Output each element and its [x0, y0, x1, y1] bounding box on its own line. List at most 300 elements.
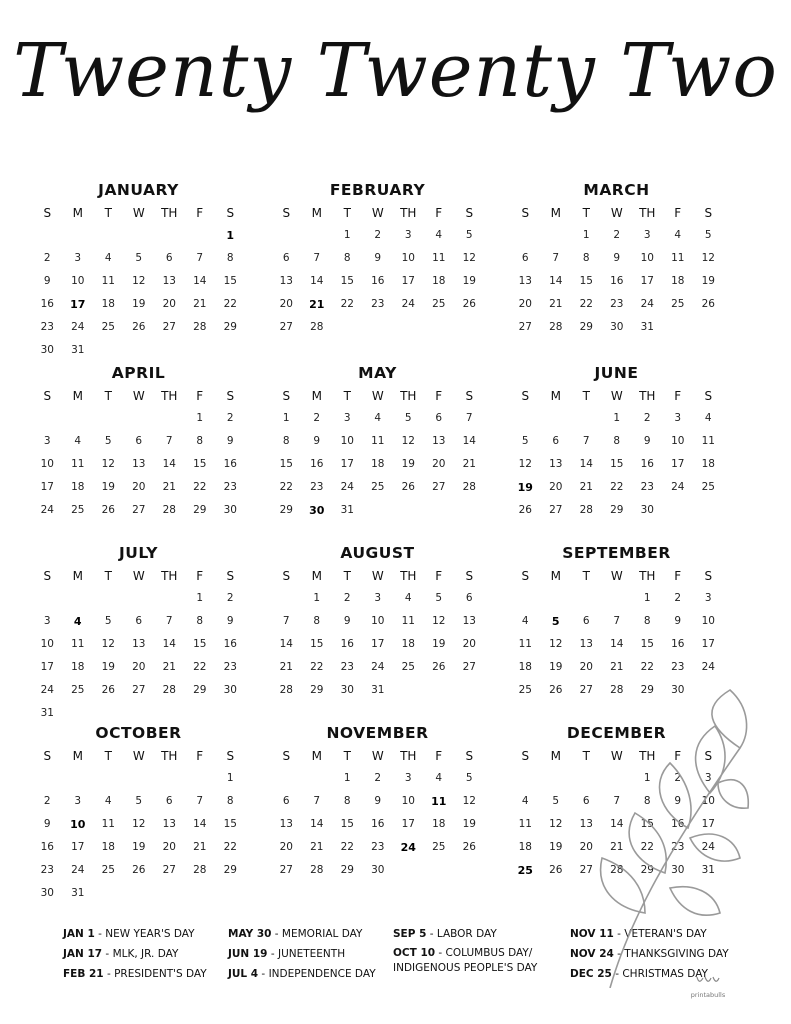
- day-cell: 14: [162, 638, 176, 650]
- day-cell: 1: [582, 229, 590, 241]
- day-cell: 3: [704, 592, 712, 604]
- day-cell: 4: [704, 412, 712, 424]
- holiday-column: [228, 924, 376, 984]
- day-cell: 29: [340, 864, 354, 876]
- day-cell: 18: [671, 275, 685, 287]
- day-cell: 24: [40, 684, 54, 696]
- day-cell: 22: [640, 661, 654, 673]
- day-cell: 12: [462, 252, 476, 264]
- month-february: [271, 180, 484, 339]
- weekday-label: F: [435, 389, 443, 403]
- day-cell: 22: [310, 661, 324, 673]
- holiday-separator: -: [613, 948, 625, 960]
- day-cell: 11: [371, 435, 385, 447]
- day-cell: 21: [279, 661, 293, 673]
- empty-cell: [510, 407, 541, 430]
- weekday-label: M: [72, 749, 83, 763]
- day-cell: 27: [549, 504, 563, 516]
- weekday-label: T: [582, 749, 590, 763]
- holiday-item: [63, 964, 207, 984]
- day-cell: 10: [340, 435, 354, 447]
- day-cell: 28: [610, 684, 624, 696]
- day-cell: 16: [40, 841, 54, 853]
- day-cell: 24: [671, 481, 685, 493]
- day-cell: 16: [340, 638, 354, 650]
- day-cell: 29: [310, 684, 324, 696]
- day-cell: 23: [310, 481, 324, 493]
- day-cell: 19: [132, 841, 146, 853]
- weekday-label: S: [282, 749, 291, 763]
- holiday-date: NOV 11: [570, 928, 614, 940]
- weekday-label: T: [343, 569, 351, 583]
- day-cell: 6: [582, 615, 590, 627]
- day-cell: 14: [193, 818, 207, 830]
- weekday-label: M: [311, 206, 322, 220]
- weekday-label: W: [610, 569, 623, 583]
- day-cell: 2: [226, 412, 234, 424]
- day-cell: 27: [579, 684, 593, 696]
- empty-cell: [541, 407, 572, 430]
- day-cell: 1: [343, 229, 351, 241]
- month-grid: [32, 565, 245, 725]
- day-cell: 16: [671, 818, 685, 830]
- day-cell: 17: [71, 841, 85, 853]
- day-cell: 25: [101, 321, 115, 333]
- day-cell: 11: [671, 252, 685, 264]
- day-cell: 28: [162, 684, 176, 696]
- weekday-label: S: [704, 749, 713, 763]
- day-cell: 2: [643, 412, 651, 424]
- holiday-date: JAN 17: [63, 948, 103, 960]
- day-cell: 19: [701, 275, 715, 287]
- holiday-name: MEMORIAL DAY: [281, 928, 363, 940]
- holiday-item: [393, 924, 537, 944]
- day-cell: 6: [465, 592, 473, 604]
- day-cell: 9: [613, 252, 621, 264]
- day-cell: 4: [404, 592, 412, 604]
- holiday-date: JAN 1: [63, 928, 95, 940]
- holiday-separator: -: [271, 928, 282, 940]
- holiday-separator: -: [258, 968, 269, 980]
- day-cell: 24: [640, 298, 654, 310]
- holiday-day-cell: 25: [517, 864, 533, 877]
- day-cell: 21: [193, 298, 207, 310]
- weekday-label: T: [582, 206, 590, 220]
- weekday-label: S: [465, 389, 474, 403]
- weekday-label: TH: [161, 206, 178, 220]
- day-cell: 26: [101, 684, 115, 696]
- day-cell: 26: [549, 684, 563, 696]
- day-cell: 12: [101, 458, 115, 470]
- empty-cell: [154, 767, 185, 790]
- day-cell: 3: [674, 412, 682, 424]
- holiday-day-cell: 5: [551, 615, 560, 628]
- weekday-label: T: [343, 206, 351, 220]
- day-cell: 9: [374, 795, 382, 807]
- day-cell: 5: [521, 435, 529, 447]
- day-cell: 4: [104, 795, 112, 807]
- empty-cell: [63, 224, 94, 247]
- day-cell: 10: [401, 252, 415, 264]
- day-cell: 7: [165, 435, 173, 447]
- weekday-label: F: [196, 569, 204, 583]
- day-cell: 13: [579, 638, 593, 650]
- day-cell: 23: [223, 661, 237, 673]
- day-cell: 27: [579, 864, 593, 876]
- weekday-label: S: [465, 569, 474, 583]
- empty-cell: [124, 407, 155, 430]
- day-cell: 8: [226, 252, 234, 264]
- weekday-label: F: [674, 389, 682, 403]
- empty-cell: [185, 224, 216, 247]
- day-cell: 23: [671, 661, 685, 673]
- day-cell: 5: [552, 795, 560, 807]
- day-cell: 29: [579, 321, 593, 333]
- day-cell: 8: [643, 795, 651, 807]
- holiday-name-line2: INDIGENOUS PEOPLE'S DAY: [393, 962, 538, 974]
- day-cell: 2: [343, 592, 351, 604]
- day-cell: 25: [432, 841, 446, 853]
- holiday-date: JUL 4: [228, 968, 259, 980]
- month-grid: [271, 202, 484, 339]
- weekday-label: S: [226, 569, 235, 583]
- month-january: [32, 180, 245, 362]
- day-cell: 12: [549, 638, 563, 650]
- day-cell: 4: [374, 412, 382, 424]
- day-cell: 26: [549, 864, 563, 876]
- day-cell: 5: [104, 435, 112, 447]
- holiday-date: SEP 5: [393, 928, 427, 940]
- day-cell: 16: [640, 458, 654, 470]
- day-cell: 24: [701, 841, 715, 853]
- day-cell: 18: [701, 458, 715, 470]
- holiday-separator: -: [613, 928, 625, 940]
- weekday-label: W: [610, 749, 623, 763]
- day-cell: 7: [165, 615, 173, 627]
- weekday-label: F: [435, 206, 443, 220]
- day-cell: 20: [132, 481, 146, 493]
- day-cell: 22: [340, 298, 354, 310]
- weekday-label: W: [610, 206, 623, 220]
- day-cell: 10: [701, 615, 715, 627]
- day-cell: 14: [310, 818, 324, 830]
- day-cell: 22: [640, 841, 654, 853]
- weekday-label: TH: [639, 389, 656, 403]
- day-cell: 5: [465, 229, 473, 241]
- day-cell: 8: [582, 252, 590, 264]
- day-cell: 27: [162, 864, 176, 876]
- day-cell: 22: [193, 661, 207, 673]
- day-cell: 20: [518, 298, 532, 310]
- day-cell: 13: [432, 435, 446, 447]
- day-cell: 1: [282, 412, 290, 424]
- empty-cell: [271, 767, 302, 790]
- day-cell: 12: [101, 638, 115, 650]
- day-cell: 14: [549, 275, 563, 287]
- weekday-label: S: [521, 569, 530, 583]
- day-cell: 28: [579, 504, 593, 516]
- empty-cell: [571, 587, 602, 610]
- day-cell: 22: [610, 481, 624, 493]
- day-cell: 7: [196, 252, 204, 264]
- holiday-name: PRESIDENT'S DAY: [114, 968, 207, 980]
- empty-cell: [32, 767, 63, 790]
- empty-cell: [63, 587, 94, 610]
- day-cell: 29: [640, 864, 654, 876]
- day-cell: 23: [371, 298, 385, 310]
- weekday-label: W: [371, 389, 384, 403]
- day-cell: 1: [643, 592, 651, 604]
- weekday-label: F: [196, 389, 204, 403]
- day-cell: 6: [521, 252, 529, 264]
- day-cell: 28: [193, 321, 207, 333]
- day-cell: 3: [404, 772, 412, 784]
- holiday-date: OCT 10: [393, 947, 436, 959]
- day-cell: 9: [226, 615, 234, 627]
- day-cell: 23: [640, 481, 654, 493]
- weekday-label: T: [104, 206, 112, 220]
- empty-cell: [32, 224, 63, 247]
- day-cell: 5: [404, 412, 412, 424]
- weekday-label: F: [674, 206, 682, 220]
- day-cell: 9: [43, 818, 51, 830]
- day-cell: 11: [518, 818, 532, 830]
- day-cell: 29: [279, 504, 293, 516]
- day-cell: 27: [132, 504, 146, 516]
- day-cell: 20: [132, 661, 146, 673]
- day-cell: 23: [371, 841, 385, 853]
- weekday-label: S: [226, 749, 235, 763]
- day-cell: 22: [579, 298, 593, 310]
- weekday-label: S: [521, 389, 530, 403]
- month-november: [271, 723, 484, 882]
- day-cell: 15: [193, 638, 207, 650]
- weekday-label: TH: [161, 749, 178, 763]
- day-cell: 10: [671, 435, 685, 447]
- weekday-label: F: [196, 206, 204, 220]
- weekday-label: T: [582, 569, 590, 583]
- day-cell: 22: [193, 481, 207, 493]
- day-cell: 14: [462, 435, 476, 447]
- day-cell: 16: [671, 638, 685, 650]
- day-cell: 26: [132, 864, 146, 876]
- day-cell: 20: [579, 661, 593, 673]
- day-cell: 16: [371, 818, 385, 830]
- weekday-label: S: [521, 206, 530, 220]
- day-cell: 22: [223, 841, 237, 853]
- day-cell: 30: [371, 864, 385, 876]
- month-name: JUNE: [594, 364, 639, 382]
- day-cell: 13: [279, 818, 293, 830]
- day-cell: 14: [610, 638, 624, 650]
- day-cell: 13: [462, 615, 476, 627]
- day-cell: 9: [343, 615, 351, 627]
- weekday-label: S: [43, 206, 52, 220]
- weekday-label: M: [550, 389, 561, 403]
- day-cell: 9: [674, 795, 682, 807]
- holiday-separator: -: [426, 928, 437, 940]
- day-cell: 4: [674, 229, 682, 241]
- day-cell: 7: [613, 615, 621, 627]
- month-grid: [271, 745, 484, 882]
- empty-cell: [124, 224, 155, 247]
- day-cell: 29: [610, 504, 624, 516]
- day-cell: 26: [518, 504, 532, 516]
- day-cell: 17: [701, 818, 715, 830]
- day-cell: 16: [223, 458, 237, 470]
- day-cell: 22: [340, 841, 354, 853]
- weekday-label: M: [550, 749, 561, 763]
- day-cell: 19: [401, 458, 415, 470]
- day-cell: 25: [71, 504, 85, 516]
- day-cell: 7: [613, 795, 621, 807]
- day-cell: 3: [643, 229, 651, 241]
- day-cell: 21: [162, 481, 176, 493]
- empty-cell: [510, 587, 541, 610]
- day-cell: 18: [518, 841, 532, 853]
- weekday-label: S: [43, 389, 52, 403]
- day-cell: 12: [432, 615, 446, 627]
- empty-cell: [185, 767, 216, 790]
- day-cell: 2: [226, 592, 234, 604]
- weekday-label: M: [72, 569, 83, 583]
- day-cell: 27: [432, 481, 446, 493]
- holiday-separator: -: [267, 948, 278, 960]
- weekday-label: M: [72, 206, 83, 220]
- day-cell: 9: [643, 435, 651, 447]
- day-cell: 4: [104, 252, 112, 264]
- brand-logo: [688, 972, 728, 999]
- day-cell: 28: [549, 321, 563, 333]
- empty-cell: [93, 767, 124, 790]
- weekday-label: S: [43, 569, 52, 583]
- day-cell: 28: [162, 504, 176, 516]
- day-cell: 30: [223, 504, 237, 516]
- day-cell: 25: [518, 684, 532, 696]
- day-cell: 31: [371, 684, 385, 696]
- weekday-label: T: [343, 749, 351, 763]
- day-cell: 20: [279, 841, 293, 853]
- weekday-label: W: [371, 206, 384, 220]
- month-grid: [510, 385, 723, 522]
- holiday-item: [63, 924, 207, 944]
- day-cell: 15: [640, 638, 654, 650]
- day-cell: 8: [282, 435, 290, 447]
- day-cell: 17: [701, 638, 715, 650]
- holiday-name: JUNETEENTH: [277, 948, 346, 960]
- weekday-label: TH: [400, 206, 417, 220]
- day-cell: 24: [401, 298, 415, 310]
- day-cell: 4: [74, 435, 82, 447]
- holiday-name: THANKSGIVING DAY: [624, 948, 729, 960]
- day-cell: 18: [432, 275, 446, 287]
- month-grid: [510, 565, 723, 702]
- day-cell: 30: [671, 684, 685, 696]
- day-cell: 18: [101, 298, 115, 310]
- day-cell: 21: [310, 841, 324, 853]
- day-cell: 29: [223, 864, 237, 876]
- day-cell: 15: [193, 458, 207, 470]
- day-cell: 13: [162, 275, 176, 287]
- day-cell: 18: [518, 661, 532, 673]
- weekday-label: TH: [400, 569, 417, 583]
- weekday-label: S: [226, 389, 235, 403]
- day-cell: 19: [132, 298, 146, 310]
- day-cell: 31: [71, 887, 85, 899]
- day-cell: 28: [310, 321, 324, 333]
- empty-cell: [510, 767, 541, 790]
- day-cell: 30: [40, 344, 54, 356]
- day-cell: 5: [435, 592, 443, 604]
- day-cell: 11: [518, 638, 532, 650]
- holiday-day-cell: 1: [226, 229, 235, 242]
- day-cell: 24: [71, 321, 85, 333]
- empty-cell: [302, 767, 333, 790]
- month-august: [271, 543, 484, 702]
- day-cell: 13: [579, 818, 593, 830]
- month-september: [510, 543, 723, 702]
- holiday-day-cell: 24: [400, 841, 416, 854]
- empty-cell: [63, 407, 94, 430]
- weekday-label: S: [282, 569, 291, 583]
- day-cell: 12: [132, 818, 146, 830]
- day-cell: 14: [193, 275, 207, 287]
- empty-cell: [541, 767, 572, 790]
- day-cell: 24: [340, 481, 354, 493]
- day-cell: 15: [640, 818, 654, 830]
- holiday-item: [228, 944, 376, 964]
- day-cell: 20: [579, 841, 593, 853]
- day-cell: 4: [435, 229, 443, 241]
- day-cell: 8: [643, 615, 651, 627]
- day-cell: 16: [223, 638, 237, 650]
- weekday-label: W: [610, 389, 623, 403]
- empty-cell: [541, 224, 572, 247]
- month-june: [510, 363, 723, 522]
- holiday-name: INDEPENDENCE DAY: [268, 968, 376, 980]
- day-cell: 11: [432, 252, 446, 264]
- day-cell: 6: [165, 252, 173, 264]
- day-cell: 7: [582, 435, 590, 447]
- empty-cell: [154, 407, 185, 430]
- day-cell: 9: [43, 275, 51, 287]
- leaf-decoration-icon: [590, 688, 750, 988]
- holiday-item: [63, 944, 207, 964]
- day-cell: 1: [196, 592, 204, 604]
- weekday-label: TH: [639, 569, 656, 583]
- day-cell: 2: [43, 795, 51, 807]
- day-cell: 21: [162, 661, 176, 673]
- day-cell: 18: [432, 818, 446, 830]
- holiday-separator: -: [102, 948, 113, 960]
- holiday-separator: -: [611, 968, 623, 980]
- day-cell: 28: [462, 481, 476, 493]
- day-cell: 15: [223, 275, 237, 287]
- weekday-label: S: [282, 206, 291, 220]
- holiday-item: [393, 944, 537, 976]
- day-cell: 16: [610, 275, 624, 287]
- day-cell: 17: [401, 275, 415, 287]
- weekday-label: F: [435, 569, 443, 583]
- month-name: DECEMBER: [566, 724, 667, 742]
- empty-cell: [93, 587, 124, 610]
- month-name: MAY: [358, 364, 397, 382]
- month-name: SEPTEMBER: [562, 544, 671, 562]
- day-cell: 27: [279, 321, 293, 333]
- day-cell: 23: [40, 864, 54, 876]
- day-cell: 29: [223, 321, 237, 333]
- day-cell: 25: [401, 661, 415, 673]
